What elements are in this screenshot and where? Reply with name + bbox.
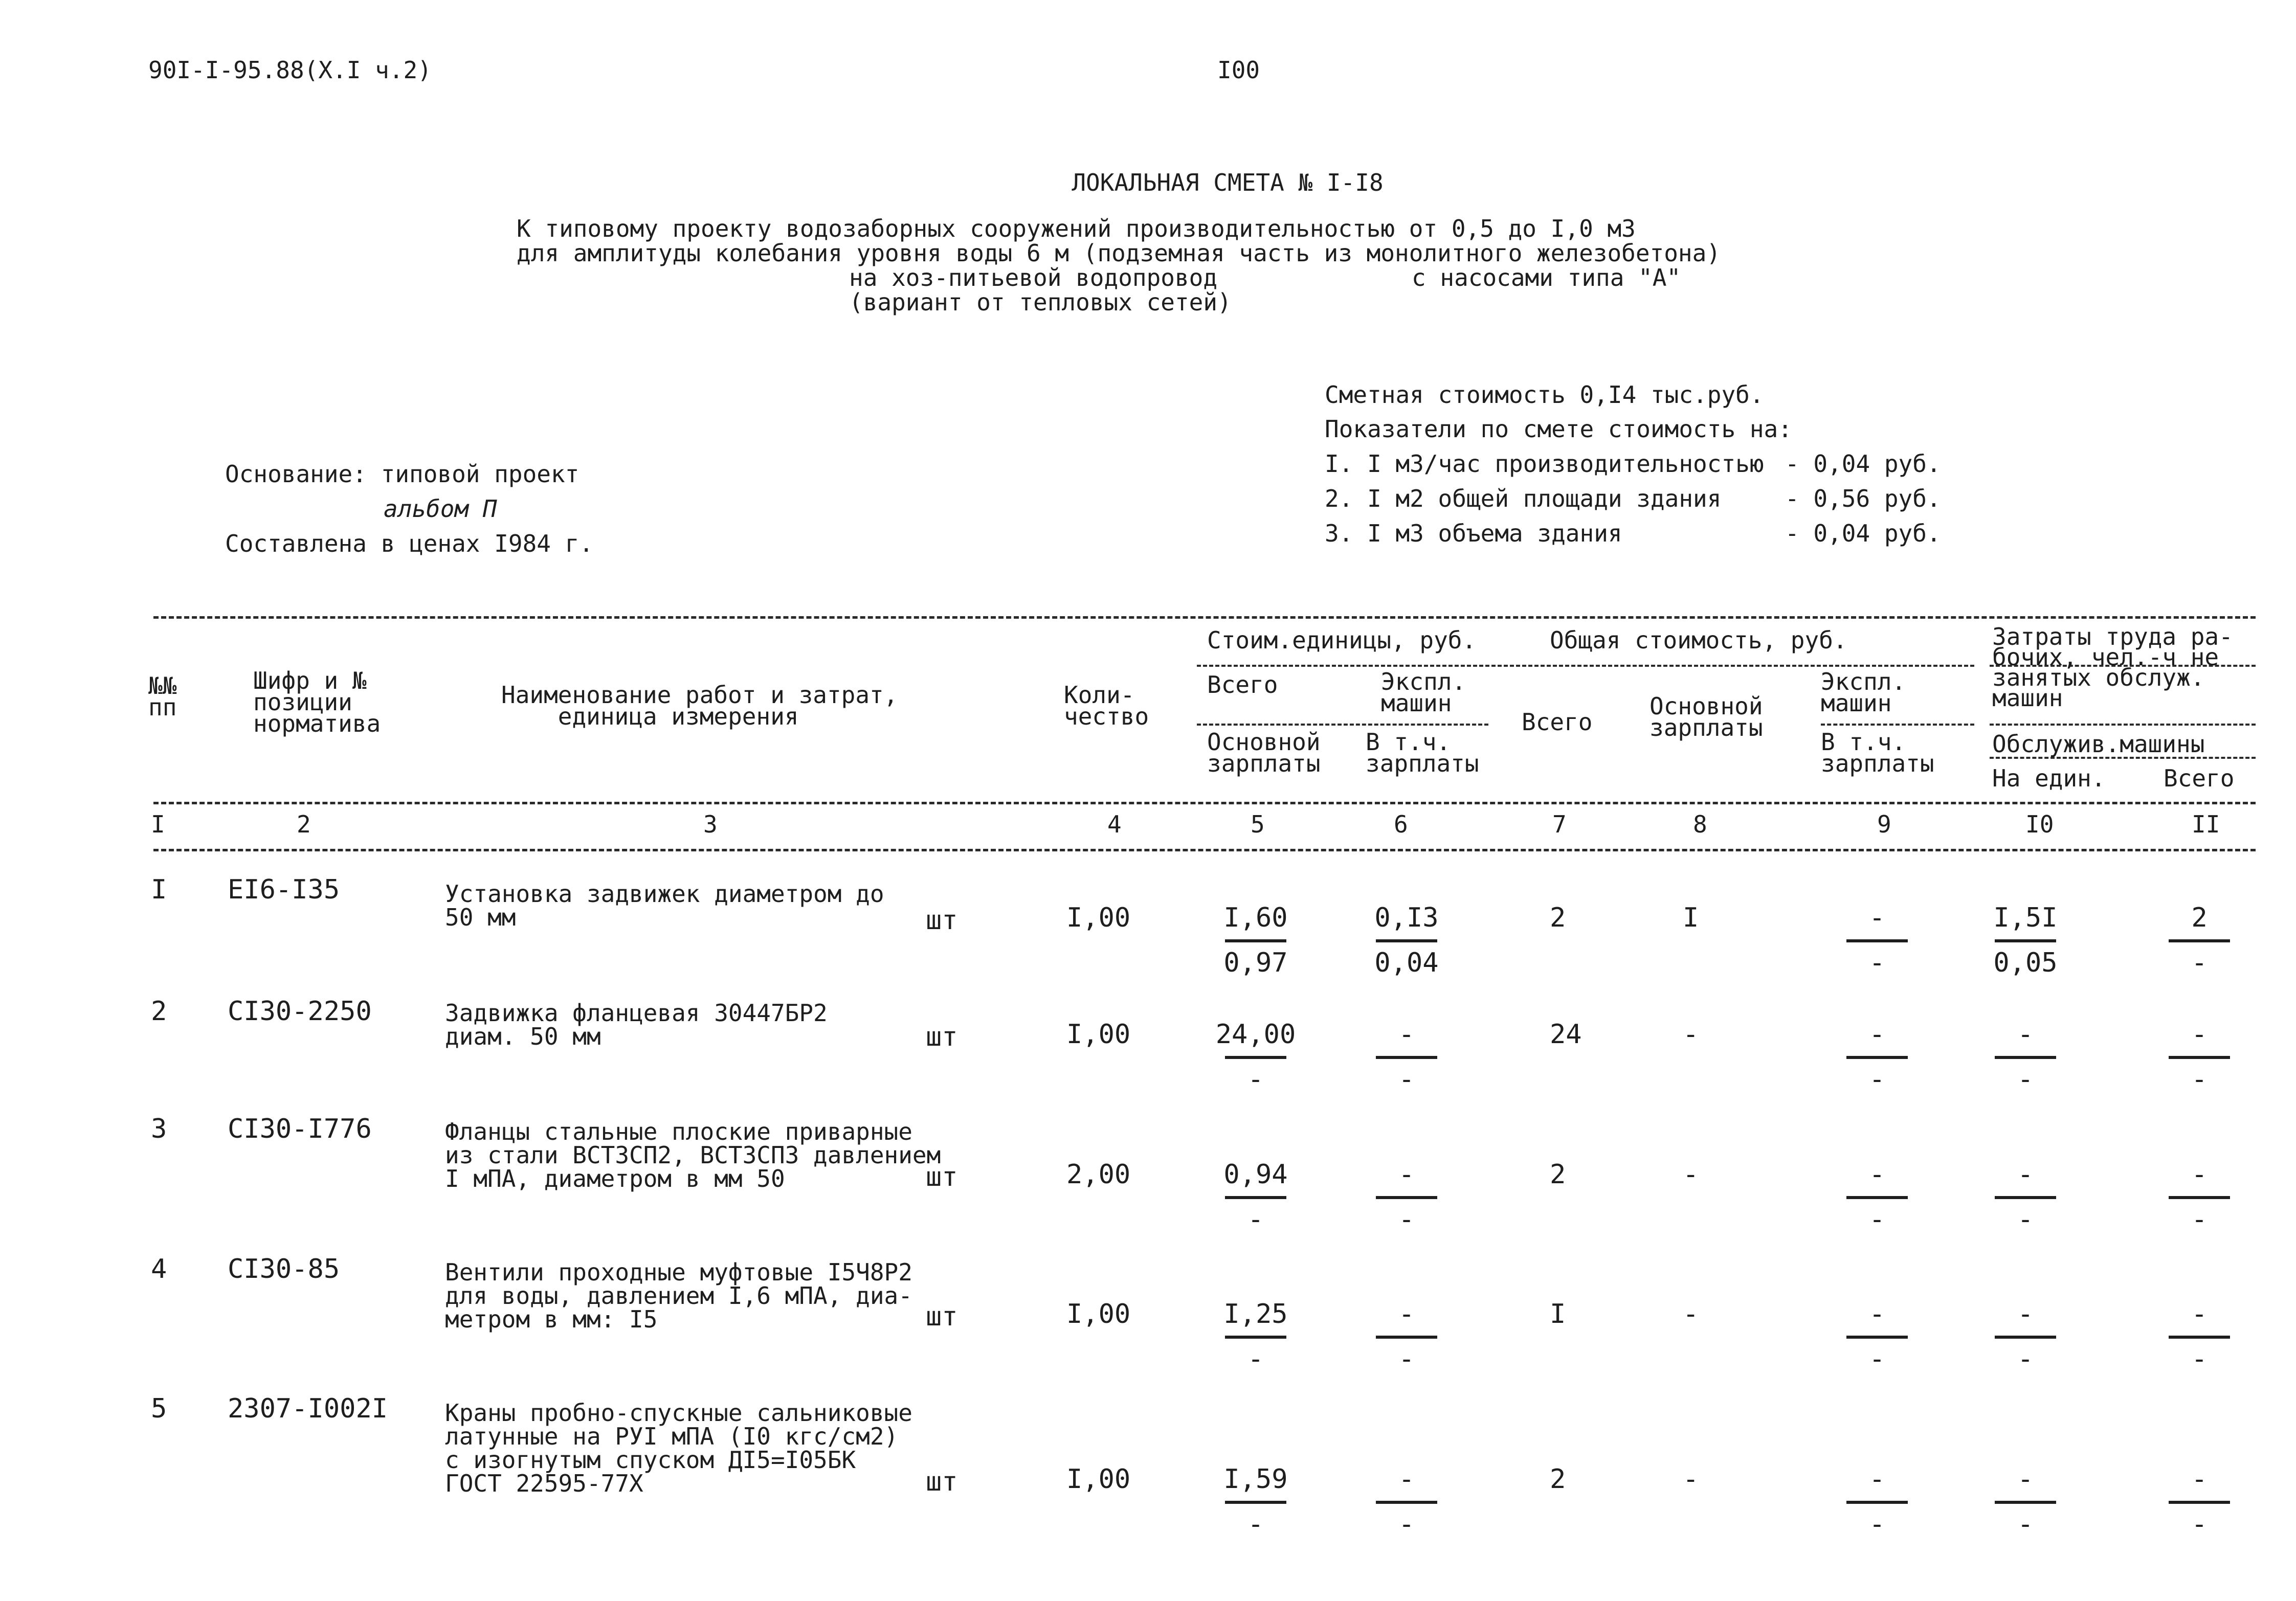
labor-unit-fraction	[1969, 1159, 2082, 1235]
row-qty: I,00	[1066, 1299, 1131, 1329]
page-number: I00	[1217, 56, 1260, 84]
col-header-name: Наименование работ и затрат, единица измерения	[501, 681, 898, 730]
row-qty: I,00	[1066, 1464, 1131, 1495]
indicators-heading: Показатели по смете стоимость на:	[1325, 415, 1792, 443]
row-unit: шт	[926, 1162, 958, 1192]
row-number: I	[151, 874, 167, 905]
labor-total-machines: -	[2191, 1344, 2208, 1374]
unit-total: 24,00	[1215, 1019, 1296, 1050]
labor-per-unit: -	[2017, 1464, 2034, 1495]
indicator-label: 3. I м3 объема здания	[1325, 520, 1622, 547]
unit-total: 0,94	[1223, 1159, 1288, 1190]
title-line-4: (вариант от тепловых сетей)	[849, 288, 1232, 316]
labor-unit-fraction	[1969, 903, 2082, 978]
unit-expl: -	[1398, 1019, 1415, 1050]
row-number: 5	[151, 1393, 167, 1424]
total-cost: 24	[1550, 1019, 1582, 1050]
unit-total: I,59	[1223, 1464, 1288, 1495]
total-cost: 2	[1550, 1464, 1566, 1495]
unit-expl-wage: -	[1398, 1344, 1415, 1374]
col-header-qty: Коли- чество	[1064, 681, 1149, 730]
row-unit: шт	[926, 1022, 958, 1052]
row-code: CI30-85	[228, 1254, 340, 1284]
header-rule	[153, 802, 2256, 804]
total-expl-fraction	[1821, 903, 1933, 978]
row-unit: шт	[926, 1301, 958, 1332]
indicator-label: I. I м3/час производительностью	[1325, 450, 1764, 478]
labor-total-fraction	[2143, 1299, 2256, 1374]
unit-expl-wage: 0,04	[1374, 948, 1439, 978]
col-header-labor-per-unit: На един.	[1992, 764, 2106, 792]
total-expl-wage: -	[1869, 948, 1885, 978]
row-qty: 2,00	[1066, 1159, 1131, 1190]
row-code: CI30-I776	[228, 1114, 372, 1144]
labor-per-unit-machines: -	[2017, 1064, 2034, 1095]
labor-total-fraction	[2143, 1464, 2256, 1540]
col-header-unit-expl: Экспл. машин	[1381, 668, 1466, 717]
col-number: 3	[703, 810, 718, 838]
labor-unit-fraction	[1969, 1299, 2082, 1374]
col-number: I	[151, 810, 165, 838]
total-basic-wage: -	[1683, 1019, 1699, 1050]
col-number: 6	[1394, 810, 1408, 838]
total-basic-wage: I	[1683, 903, 1699, 933]
row-code: 2307-I002I	[228, 1393, 388, 1424]
col-number: 4	[1107, 810, 1122, 838]
unit-basic-wage: -	[1247, 1344, 1264, 1374]
col-header-labor-service: Обслужив.машины	[1992, 730, 2205, 758]
labor-unit-fraction	[1969, 1019, 2082, 1095]
col-header-total-total: Всего	[1522, 708, 1593, 736]
total-expl-fraction	[1821, 1464, 1933, 1540]
total-expl: -	[1869, 903, 1885, 933]
basis-line-1: Основание: типовой проект	[225, 460, 579, 488]
total-cost: 2	[1550, 903, 1566, 933]
unit-basic-wage: -	[1247, 1509, 1264, 1540]
unit-cost-fraction	[1199, 1464, 1312, 1540]
col-header-unit-basic-wage: Основной зарплаты	[1207, 728, 1321, 777]
labor-total-machines: -	[2191, 1204, 2208, 1235]
labor-total-fraction	[2143, 903, 2256, 978]
unit-expl-fraction	[1350, 1159, 1463, 1235]
labor-per-unit: -	[2017, 1019, 2034, 1050]
row-qty: I,00	[1066, 903, 1131, 933]
col-header-code: Шифр и № позиции норматива	[253, 667, 381, 737]
unit-expl-fraction	[1350, 1464, 1463, 1540]
total-expl-wage: -	[1869, 1509, 1885, 1540]
table-top-rule	[153, 616, 2256, 619]
col-number: 9	[1877, 810, 1891, 838]
col-number: 7	[1552, 810, 1567, 838]
row-code: EI6-I35	[228, 874, 340, 905]
header-bottom-rule	[153, 849, 2256, 851]
row-name: Установка задвижек диаметром до 50 мм	[445, 880, 884, 931]
basis-line-3: Составлена в ценах I984 г.	[225, 530, 594, 557]
row-name: Вентили проходные муфтовые I5Ч8Р2 для воды, давлением I,6 мПА, диа- метром в мм: I5	[445, 1258, 912, 1333]
total-basic-wage: -	[1683, 1464, 1699, 1495]
unit-expl-wage: -	[1398, 1509, 1415, 1540]
total-expl-wage: -	[1869, 1204, 1885, 1235]
document-code: 90I-I-95.88(X.I ч.2)	[148, 56, 432, 84]
labor-per-unit-machines: -	[2017, 1204, 2034, 1235]
total-expl: -	[1869, 1299, 1885, 1329]
labor-total: -	[2191, 1019, 2208, 1050]
labor-total-fraction	[2143, 1159, 2256, 1235]
unit-total: I,25	[1223, 1299, 1288, 1329]
labor-total-fraction	[2143, 1019, 2256, 1095]
col-header-labor-total: Всего	[2164, 764, 2235, 792]
title-line-3b: с насосами типа "А"	[1412, 264, 1681, 291]
total-basic-wage: -	[1683, 1159, 1699, 1190]
row-name: Задвижка фланцевая 30447БР2 диам. 50 мм	[445, 999, 828, 1050]
unit-basic-wage: -	[1247, 1064, 1264, 1095]
unit-expl-fraction	[1350, 1019, 1463, 1095]
labor-total: -	[2191, 1299, 2208, 1329]
col-number: II	[2192, 810, 2220, 838]
unit-cost-fraction	[1199, 903, 1312, 978]
estimate-title: ЛОКАЛЬНАЯ СМЕТА № I-I8	[1072, 169, 1384, 196]
unit-basic-wage: 0,97	[1223, 948, 1288, 978]
unit-expl-wage: -	[1398, 1064, 1415, 1095]
unit-expl: -	[1398, 1159, 1415, 1190]
unit-cost-fraction	[1199, 1019, 1312, 1095]
indicator-value: - 0,56 руб.	[1785, 485, 1941, 512]
header-subgroup-rule	[1197, 665, 1974, 667]
total-expl-wage: -	[1869, 1064, 1885, 1095]
unit-expl-wage: -	[1398, 1204, 1415, 1235]
col-group-labor: Затраты труда ра- бочих, чел.-ч не занятых обслуж. машин	[1992, 623, 2233, 712]
total-cost: 2	[1550, 1159, 1566, 1190]
unit-expl: -	[1398, 1464, 1415, 1495]
row-qty: I,00	[1066, 1019, 1131, 1050]
row-name: Фланцы стальные плоские приварные из стали ВСТ3СП2, ВСТ3СП3 давлением I мПА, диаметром в мм 50	[445, 1118, 941, 1192]
labor-per-unit: -	[2017, 1299, 2034, 1329]
col-number: 8	[1693, 810, 1707, 838]
col-group-unit-cost: Стоим.единицы, руб.	[1207, 626, 1477, 654]
title-line-2: для амплитуды колебания уровня воды 6 м (подземная часть из монолитного железобетона)	[517, 239, 1721, 267]
unit-expl-fraction	[1350, 1299, 1463, 1374]
estimated-cost: Сметная стоимость 0,I4 тыс.руб.	[1325, 381, 1764, 409]
row-unit: шт	[926, 1467, 958, 1497]
col-header-total-incl-wage: В т.ч. зарплаты	[1821, 728, 1934, 777]
row-number: 2	[151, 996, 167, 1027]
col-header-unit-total: Всего	[1207, 671, 1278, 698]
unit-expl: 0,I3	[1374, 903, 1439, 933]
header-subgroup-rule	[1990, 724, 2256, 726]
labor-total: -	[2191, 1464, 2208, 1495]
col-number: I0	[2025, 810, 2054, 838]
total-expl-wage: -	[1869, 1344, 1885, 1374]
labor-total-machines: -	[2191, 948, 2208, 978]
basis-line-2: альбом П	[384, 495, 497, 523]
row-name: Краны пробно-спускные сальниковые латунные на РУI мПА (I0 кгс/см2) с изогнутым спуском ДI5=I05БК ГОСТ 22595-77Х	[445, 1399, 912, 1497]
labor-total-machines: -	[2191, 1509, 2208, 1540]
col-group-total-cost: Общая стоимость, руб.	[1550, 626, 1847, 654]
total-expl: -	[1869, 1464, 1885, 1495]
col-header-total-basic-wage: Основной зарплаты	[1649, 692, 1763, 741]
col-header-unit-incl-wage: В т.ч. зарплаты	[1366, 728, 1479, 777]
indicator-value: - 0,04 руб.	[1785, 520, 1941, 547]
labor-per-unit-machines: -	[2017, 1344, 2034, 1374]
header-subgroup-rule	[1821, 724, 1974, 726]
unit-cost-fraction	[1199, 1159, 1312, 1235]
labor-per-unit: I,5I	[1993, 903, 2058, 933]
indicator-label: 2. I м2 общей площади здания	[1325, 485, 1722, 512]
col-header-total-expl: Экспл. машин	[1821, 668, 1906, 717]
total-cost: I	[1550, 1299, 1566, 1329]
row-code: CI30-2250	[228, 996, 372, 1027]
labor-total: -	[2191, 1159, 2208, 1190]
title-line-3a: на хоз-питьевой водопровод	[849, 264, 1218, 291]
title-line-1: К типовому проекту водозаборных сооружений производительностью от 0,5 до I,0 м3	[517, 215, 1636, 242]
total-expl-fraction	[1821, 1159, 1933, 1235]
labor-total: 2	[2191, 903, 2208, 933]
unit-expl-fraction	[1350, 903, 1463, 978]
unit-expl: -	[1398, 1299, 1415, 1329]
indicator-value: - 0,04 руб.	[1785, 450, 1941, 478]
labor-total-machines: -	[2191, 1064, 2208, 1095]
row-unit: шт	[926, 905, 958, 936]
row-number: 4	[151, 1254, 167, 1284]
unit-basic-wage: -	[1247, 1204, 1264, 1235]
unit-cost-fraction	[1199, 1299, 1312, 1374]
labor-per-unit: -	[2017, 1159, 2034, 1190]
row-number: 3	[151, 1114, 167, 1144]
total-expl: -	[1869, 1019, 1885, 1050]
col-header-no: №№ пп	[148, 672, 177, 721]
total-expl-fraction	[1821, 1019, 1933, 1095]
header-subgroup-rule	[1197, 724, 1488, 726]
labor-per-unit-machines: -	[2017, 1509, 2034, 1540]
total-expl-fraction	[1821, 1299, 1933, 1374]
col-number: 5	[1251, 810, 1265, 838]
labor-unit-fraction	[1969, 1464, 2082, 1540]
total-expl: -	[1869, 1159, 1885, 1190]
col-number: 2	[297, 810, 311, 838]
unit-total: I,60	[1223, 903, 1288, 933]
total-basic-wage: -	[1683, 1299, 1699, 1329]
labor-per-unit-machines: 0,05	[1993, 948, 2058, 978]
